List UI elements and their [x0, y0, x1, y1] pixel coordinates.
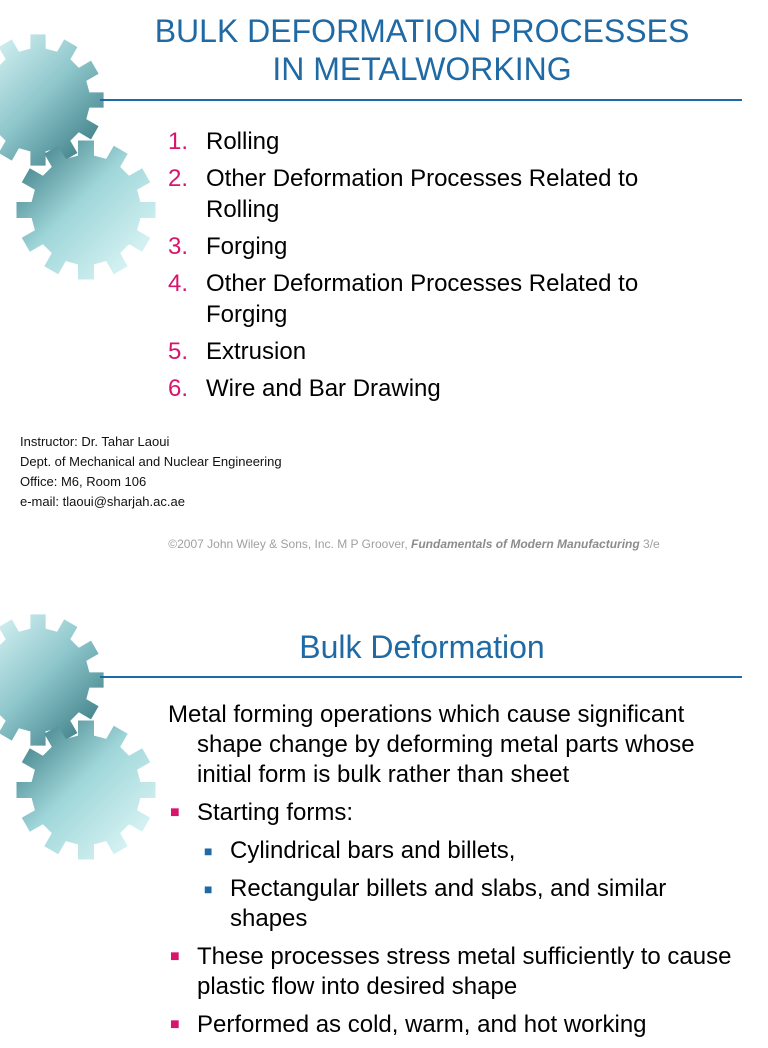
item-number: 5.	[168, 338, 189, 365]
bullet-item	[168, 942, 748, 1002]
square-bullet-icon: ■	[204, 843, 213, 859]
title-rule	[100, 99, 742, 101]
process-list	[168, 126, 708, 410]
sub-bullet-text: Rectangular billets and slabs, and similar shapes	[230, 875, 667, 932]
item-number: 4.	[168, 270, 189, 297]
bullet-item	[168, 1010, 748, 1040]
list-item	[168, 231, 708, 262]
department: Dept. of Mechanical and Nuclear Engineering	[20, 454, 282, 469]
footer-edition: 3/e	[639, 537, 660, 551]
copyright-footer	[0, 537, 768, 551]
office: Office: M6, Room 106	[20, 474, 147, 489]
square-bullet-icon: ■	[170, 804, 180, 821]
item-number: 1.	[168, 128, 189, 155]
footer-book-title: Fundamentals of Modern Manufacturing	[411, 537, 640, 551]
slide-body	[168, 700, 748, 1048]
square-bullet-icon: ■	[204, 881, 213, 897]
list-item	[168, 126, 708, 157]
list-item	[168, 163, 708, 225]
title-line: IN METALWORKING	[272, 51, 572, 87]
item-text: Other Deformation Processes Related to Forging	[206, 270, 639, 328]
bullet-item	[168, 798, 748, 828]
instructor-info	[20, 432, 282, 512]
item-text: Extrusion	[206, 338, 307, 365]
sub-bullet-item	[168, 874, 748, 934]
instructor-name: Instructor: Dr. Tahar Laoui	[20, 434, 170, 449]
square-bullet-icon: ■	[170, 1016, 180, 1033]
item-text: Other Deformation Processes Related to Rolling	[206, 165, 639, 223]
bullet-text: Performed as cold, warm, and hot working	[197, 1011, 647, 1038]
item-text: Forging	[206, 233, 288, 260]
item-number: 3.	[168, 233, 189, 260]
item-number: 2.	[168, 165, 189, 192]
title-rule	[100, 676, 742, 678]
item-number: 6.	[168, 375, 189, 402]
slide-2	[0, 580, 768, 1038]
list-item	[168, 336, 708, 367]
item-text: Wire and Bar Drawing	[206, 375, 441, 402]
title-line: BULK DEFORMATION PROCESSES	[154, 13, 690, 49]
bullet-text: These processes stress metal sufficiently to cause plastic flow into desired shape	[197, 943, 732, 1000]
sub-bullet-item	[168, 836, 748, 866]
bullet-text: Starting forms:	[197, 799, 354, 826]
list-item	[168, 373, 708, 404]
intro-text: Metal forming operations which cause significant shape change by deforming metal parts whose initial form is bulk rather than sheet	[168, 701, 695, 788]
sub-bullet-text: Cylindrical bars and billets,	[230, 837, 516, 864]
item-text: Rolling	[206, 128, 280, 155]
slide-title	[96, 12, 748, 88]
list-item	[168, 268, 708, 330]
email: e-mail: tlaoui@sharjah.ac.ae	[20, 494, 185, 509]
footer-prefix: ©2007 John Wiley & Sons, Inc. M P Groover,	[168, 537, 412, 551]
gears-decoration	[0, 580, 160, 870]
square-bullet-icon: ■	[170, 948, 180, 965]
slide-title: Bulk Deformation	[299, 629, 545, 665]
